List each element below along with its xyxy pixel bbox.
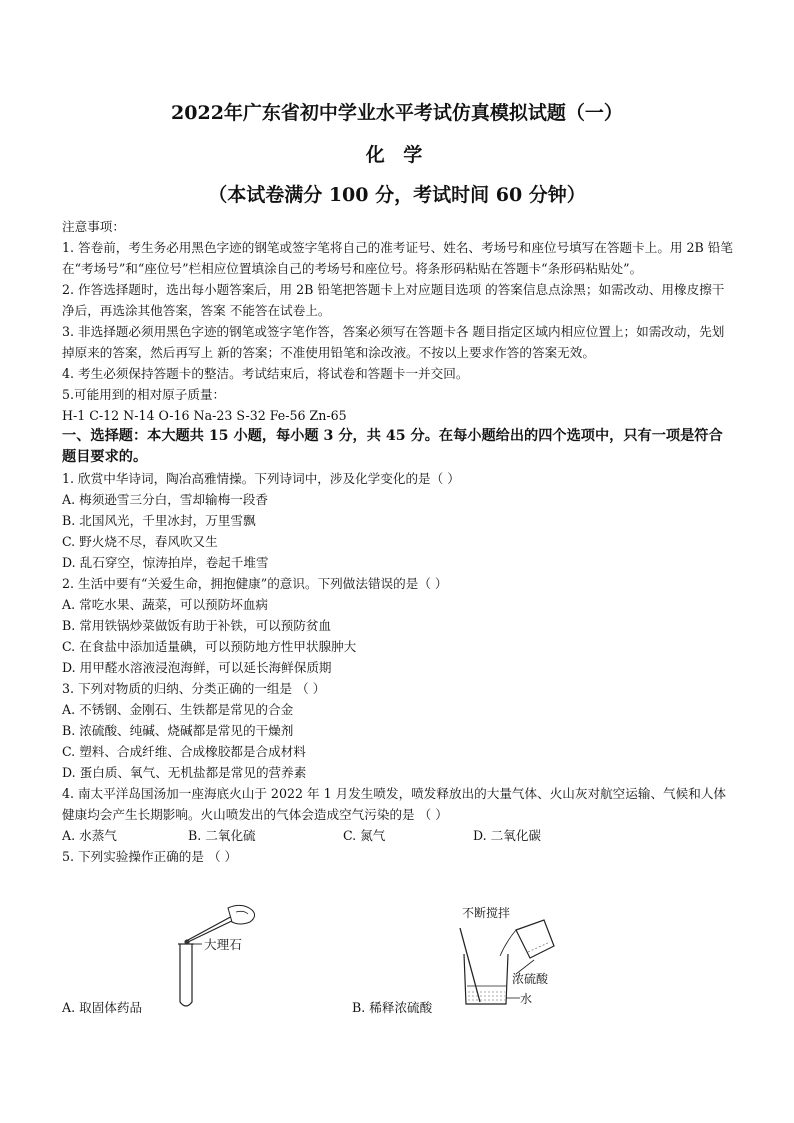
atomic-masses: H-1 C-12 N-14 O-16 Na-23 S-32 Fe-56 Zn-65: [62, 408, 347, 423]
notice-item-5: 5.可能用到的相对原子质量：: [62, 387, 226, 402]
q2-option-d: D. 用甲醛水溶液浸泡海鲜，可以延长海鲜保质期: [62, 660, 332, 675]
exam-body: [62, 216, 734, 867]
q5-option-a: A. 取固体药品: [62, 1000, 143, 1015]
question-5-stem: 5. 下列实验操作正确的是 （ ）: [62, 849, 238, 864]
notice-item-4: 4. 考生必须保持答题卡的整洁。考试结束后，将试卷和答题卡一并交回。: [62, 366, 469, 381]
notice-item-1: 1. 答卷前，考生务必用黑色字迹的钢笔或签字笔将自己的准考证号、姓名、考场号和座位号填写在答题卡上。用 2B 铅笔在“考场号”和“座位号”栏相应位置填涂自己的考场号和座位号。将条形码粘贴在答题卡“条形码粘贴处”。: [62, 240, 733, 276]
figure-dilute-acid: [430, 912, 560, 1012]
figure-solid-reagent: [166, 904, 286, 1014]
exam-info: （本试卷满分 100 分，考试时间 60 分钟）: [208, 184, 586, 206]
label-conc-acid: 浓硫酸: [512, 972, 549, 986]
q1-option-a: A. 梅须逊雪三分白，雪却输梅一段香: [62, 492, 269, 507]
q1-option-c: C. 野火烧不尽，春风吹又生: [62, 534, 218, 549]
exam-title: 2022年广东省初中学业水平考试仿真模拟试题（一）: [171, 102, 623, 124]
question-4-stem: 4. 南太平洋岛国汤加一座海底火山于 2022 年 1 月发生喷发，喷发释放出的大量气体、火山灰对航空运输、气候和人体健康均会产生长期影响。火山喷发出的气体会造成空气污染的是 （ ）: [62, 786, 727, 822]
q3-option-c: C. 塑料、合成纤维、合成橡胶都是合成材料: [62, 744, 306, 759]
notice-item-3: 3. 非选择题必须用黑色字迹的钢笔或签字笔作答，答案必须写在答题卡各 题目指定区域内相应位置上；如需改动，先划掉原来的答案，然后再写上 新的答案；不准使用铅笔和涂改液。不按以上要求作答的答案无效。: [62, 324, 725, 360]
section-heading: 一、选择题：本大题共 15 小题，每小题 3 分，共 45 分。在每小题给出的四个选项中，只有一项是符合题目要求的。: [62, 428, 723, 465]
q4-options: [62, 825, 734, 846]
subject-title: 化 学: [365, 144, 429, 166]
q4-option-a: A. 水蒸气: [62, 828, 117, 843]
q3-option-d: D. 蛋白质、氧气、无机盐都是常见的营养素: [62, 765, 307, 780]
label-keep-stirring: 不断搅拌: [462, 906, 511, 920]
q3-option-b: B. 浓硫酸、纯碱、烧碱都是常见的干燥剂: [62, 723, 294, 738]
q1-option-d: D. 乱石穿空，惊涛拍岸，卷起千堆雪: [62, 555, 269, 570]
label-water: 水: [520, 992, 533, 1006]
test-tube-tweezers-illustration: [166, 904, 286, 1014]
question-2-stem: 2. 生活中要有“关爱生命，拥抱健康”的意识。下列做法错误的是（ ）: [62, 576, 448, 591]
notice-heading: 注意事项：: [62, 219, 125, 234]
q5-option-b: B. 稀释浓硫酸: [352, 1000, 433, 1015]
beaker-pouring-illustration: [430, 912, 560, 1012]
label-marble: 大理石: [204, 937, 242, 952]
q2-option-c: C. 在食盐中添加适量碘，可以预防地方性甲状腺肿大: [62, 639, 357, 654]
q4-option-b: B. 二氧化硫: [188, 828, 256, 843]
q2-option-a: A. 常吃水果、蔬菜，可以预防坏血病: [62, 597, 269, 612]
q1-option-b: B. 北国风光，千里冰封，万里雪飘: [62, 513, 256, 528]
question-3-stem: 3. 下列对物质的归纳、分类正确的一组是 （ ）: [62, 681, 326, 696]
q3-option-a: A. 不锈钢、金刚石、生铁都是常见的合金: [62, 702, 294, 717]
notice-item-2: 2. 作答选择题时，选出每小题答案后，用 2B 铅笔把答题卡上对应题目选项 的答案信息点涂黑；如需改动、用橡皮擦干净后，再选涂其他答案，答案 不能答在试卷上。: [62, 282, 725, 318]
q4-option-d: D. 二氧化碳: [473, 828, 542, 843]
q4-option-c: C. 氮气: [343, 828, 386, 843]
question-1-stem: 1. 欣赏中华诗词，陶冶高雅情操。下列诗词中，涉及化学变化的是（ ）: [62, 471, 460, 486]
q2-option-b: B. 常用铁锅炒菜做饭有助于补铁，可以预防贫血: [62, 618, 332, 633]
